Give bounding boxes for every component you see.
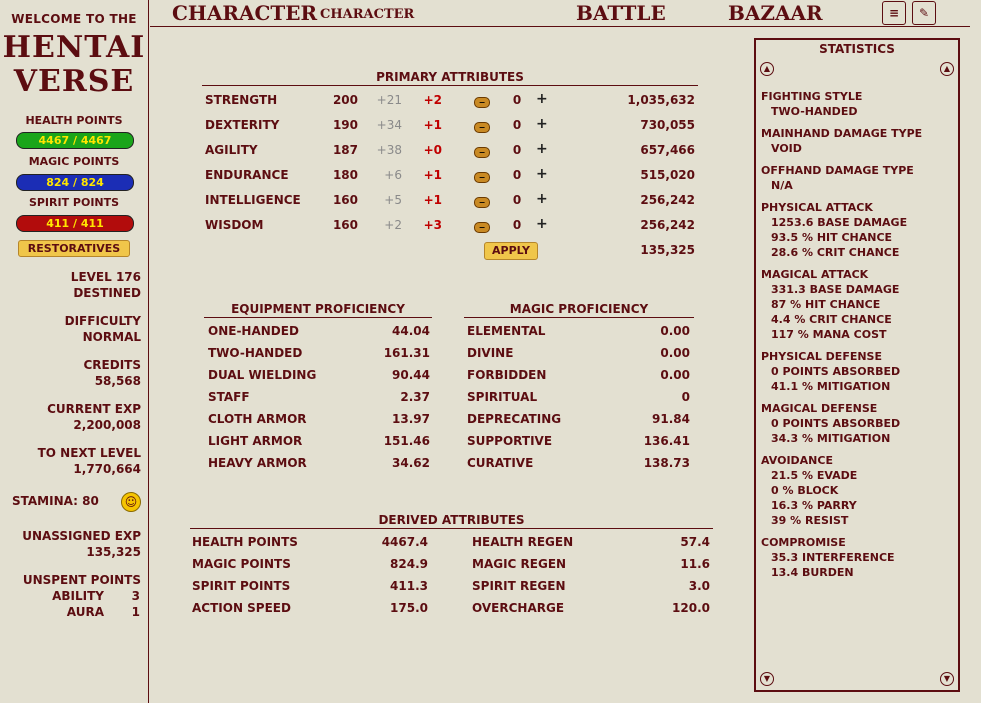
derived-attribute-value: 824.9 [390, 557, 428, 571]
statistics-value: 28.6 % CRIT CHANCE [771, 246, 900, 259]
attribute-name: WISDOM [205, 218, 264, 232]
statistics-value: 34.3 % MITIGATION [771, 432, 891, 445]
equipment-proficiency-name: TWO-HANDED [208, 346, 303, 360]
attribute-allocation: 0 [512, 143, 522, 157]
equipment-proficiency-value: 34.62 [392, 456, 430, 470]
statistics-value: 35.3 INTERFERENCE [771, 551, 895, 564]
minus-icon[interactable]: − [474, 222, 490, 233]
statistics-heading: OFFHAND DAMAGE TYPE [761, 164, 914, 177]
statistics-heading: FIGHTING STYLE [761, 90, 863, 103]
magic-proficiency-name: CURATIVE [467, 456, 534, 470]
statistics-value: 16.3 % PARRY [771, 499, 857, 512]
equipment-proficiency-value: 161.31 [383, 346, 430, 360]
equipment-proficiency-name: HEAVY ARMOR [208, 456, 307, 470]
attribute-bonus: +6 [384, 168, 402, 182]
scroll-down-icon[interactable]: ▼ [940, 672, 954, 686]
magic-proficiency-title: MAGIC PROFICIENCY [464, 302, 694, 318]
level-text: LEVEL 176 [70, 270, 141, 284]
equipment-proficiency-value: 151.46 [383, 434, 430, 448]
logo-hentai: HENTAI [2, 30, 146, 65]
attribute-base: 160 [332, 218, 358, 232]
equipment-proficiency-value: 90.44 [392, 368, 430, 382]
statistics-value: 117 % MANA COST [771, 328, 887, 341]
attribute-name: INTELLIGENCE [205, 193, 301, 207]
spirit-bar: 411 / 411 [16, 215, 134, 232]
statistics-value: N/A [771, 179, 793, 192]
magic-proficiency-name: DIVINE [467, 346, 514, 360]
attribute-allocation: 0 [512, 118, 522, 132]
equipment-proficiency-value: 44.04 [392, 324, 430, 338]
statistics-heading: AVOIDANCE [761, 454, 833, 467]
unspent-points-label: UNSPENT POINTS [22, 573, 141, 587]
derived-attribute-value: 175.0 [390, 601, 428, 615]
current-exp-value: 2,200,008 [73, 418, 141, 432]
attribute-name: ENDURANCE [205, 168, 289, 182]
magic-bar: 824 / 824 [16, 174, 134, 191]
minus-icon[interactable]: − [474, 147, 490, 158]
logo-verse: VERSE [13, 64, 135, 99]
derived-attribute-value: 3.0 [688, 579, 710, 593]
magic-proficiency-name: ELEMENTAL [467, 324, 546, 338]
minus-icon[interactable]: − [474, 197, 490, 208]
spirit-label: SPIRIT POINTS [28, 196, 120, 209]
attribute-base: 160 [332, 193, 358, 207]
nav-character[interactable]: CHARACTER [172, 1, 318, 25]
magic-proficiency-value: 0.00 [660, 324, 690, 338]
statistics-heading: COMPROMISE [761, 536, 846, 549]
welcome-text: WELCOME TO THE [11, 12, 137, 26]
attribute-name: AGILITY [205, 143, 258, 157]
equipment-proficiency-name: LIGHT ARMOR [208, 434, 303, 448]
equipment-proficiency-name: STAFF [208, 390, 250, 404]
statistics-value: 87 % HIT CHANCE [771, 298, 881, 311]
aura-value: 1 [131, 605, 140, 619]
attribute-allocation: 0 [512, 168, 522, 182]
derived-attribute-name: HEALTH REGEN [472, 535, 574, 549]
statistics-value: 1253.6 BASE DAMAGE [771, 216, 908, 229]
statistics-value: TWO-HANDED [771, 105, 858, 118]
statistics-value: 331.3 BASE DAMAGE [771, 283, 900, 296]
attribute-exp-cost: 256,242 [640, 218, 695, 232]
attribute-bonus: +2 [384, 218, 402, 232]
derived-attribute-value: 57.4 [680, 535, 710, 549]
derived-attribute-name: SPIRIT POINTS [192, 579, 291, 593]
statistics-value: 0 % BLOCK [771, 484, 839, 497]
equipment-proficiency-title: EQUIPMENT PROFICIENCY [204, 302, 432, 318]
plus-icon[interactable]: + [536, 116, 548, 132]
equipment-proficiency-name: ONE-HANDED [208, 324, 299, 338]
persona-text: DESTINED [73, 286, 141, 300]
attribute-bonus: +5 [384, 193, 402, 207]
magic-proficiency-name: DEPRECATING [467, 412, 562, 426]
minus-icon[interactable]: − [474, 97, 490, 108]
attribute-exp-cost: 515,020 [640, 168, 695, 182]
attribute-allocation: 0 [512, 218, 522, 232]
derived-attribute-name: MAGIC POINTS [192, 557, 291, 571]
attribute-exp-cost: 657,466 [640, 143, 695, 157]
statistics-value: 39 % RESIST [771, 514, 849, 527]
magic-proficiency-value: 136.41 [643, 434, 690, 448]
derived-attribute-value: 11.6 [680, 557, 710, 571]
attribute-name: STRENGTH [205, 93, 278, 107]
wrench-icon[interactable]: ✎ [912, 1, 936, 25]
statistics-heading: PHYSICAL DEFENSE [761, 350, 882, 363]
attribute-bonus: +38 [376, 143, 402, 157]
statistics-value: 93.5 % HIT CHANCE [771, 231, 893, 244]
health-label: HEALTH POINTS [25, 114, 123, 127]
attribute-base: 180 [332, 168, 358, 182]
plus-icon[interactable]: + [536, 166, 548, 182]
equipment-proficiency-name: DUAL WIELDING [208, 368, 317, 382]
scroll-down-icon[interactable]: ▼ [760, 672, 774, 686]
attribute-exp-cost: 730,055 [640, 118, 695, 132]
primary-attributes-title: PRIMARY ATTRIBUTES [202, 70, 698, 86]
next-level-label: TO NEXT LEVEL [37, 446, 141, 460]
derived-attribute-value: 4467.4 [381, 535, 428, 549]
attribute-base: 200 [332, 93, 358, 107]
minus-icon[interactable]: − [474, 122, 490, 133]
attribute-exp-cost: 1,035,632 [627, 93, 695, 107]
unassigned-exp-value: 135,325 [86, 545, 141, 559]
statistics-heading: MAGICAL DEFENSE [761, 402, 878, 415]
attribute-modifier: +1 [423, 168, 442, 182]
derived-attribute-value: 411.3 [390, 579, 428, 593]
apply-total: 135,325 [640, 243, 695, 257]
plus-icon[interactable]: + [536, 141, 548, 157]
plus-icon[interactable]: + [536, 216, 548, 232]
attribute-bonus: +34 [376, 118, 402, 132]
statistics-title: STATISTICS [819, 42, 895, 56]
equipment-proficiency-value: 2.37 [400, 390, 430, 404]
statistics-value: 0 POINTS ABSORBED [771, 365, 901, 378]
attribute-bonus: +21 [376, 93, 402, 107]
derived-attribute-name: ACTION SPEED [192, 601, 291, 615]
stamina-text: STAMINA: 80 [12, 494, 99, 508]
magic-proficiency-value: 0.00 [660, 368, 690, 382]
magic-proficiency-value: 0.00 [660, 346, 690, 360]
statistics-panel [754, 38, 960, 692]
restoratives-button[interactable]: RESTORATIVES [18, 240, 130, 257]
credits-value: 58,568 [94, 374, 141, 388]
smiley-icon: ☺ [121, 492, 141, 512]
derived-attribute-name: SPIRIT REGEN [472, 579, 566, 593]
aura-label: AURA [66, 605, 104, 619]
attribute-modifier: +1 [423, 118, 442, 132]
attribute-modifier: +1 [423, 193, 442, 207]
health-bar: 4467 / 4467 [16, 132, 134, 149]
scroll-up-icon[interactable]: ▲ [940, 62, 954, 76]
statistics-heading: MAINHAND DAMAGE TYPE [761, 127, 923, 140]
nav-bazaar[interactable]: BAZAAR [728, 1, 823, 25]
nav-battle[interactable]: BATTLE [576, 1, 666, 25]
plus-icon[interactable]: + [536, 91, 548, 107]
attribute-allocation: 0 [512, 193, 522, 207]
derived-attribute-name: HEALTH POINTS [192, 535, 298, 549]
statistics-heading: MAGICAL ATTACK [761, 268, 869, 281]
derived-attribute-name: MAGIC REGEN [472, 557, 567, 571]
unassigned-exp-label: UNASSIGNED EXP [22, 529, 141, 543]
nav-character-sub[interactable]: CHARACTER [320, 7, 415, 22]
attribute-allocation: 0 [512, 93, 522, 107]
plus-icon[interactable]: + [536, 191, 548, 207]
attribute-modifier: +2 [423, 93, 442, 107]
left-sidebar [0, 0, 149, 703]
difficulty-value: NORMAL [82, 330, 141, 344]
equipment-proficiency-value: 13.97 [392, 412, 430, 426]
minus-icon[interactable]: − [474, 172, 490, 183]
magic-proficiency-value: 138.73 [643, 456, 690, 470]
attribute-name: DEXTERITY [205, 118, 280, 132]
next-level-value: 1,770,664 [73, 462, 141, 476]
attribute-base: 190 [332, 118, 358, 132]
attribute-exp-cost: 256,242 [640, 193, 695, 207]
statistics-value: 13.4 BURDEN [771, 566, 854, 579]
derived-attributes-title: DERIVED ATTRIBUTES [190, 513, 713, 529]
ability-value: 3 [131, 589, 140, 603]
apply-button[interactable]: APPLY [484, 242, 538, 260]
scroll-up-icon[interactable]: ▲ [760, 62, 774, 76]
magic-proficiency-value: 91.84 [652, 412, 690, 426]
ability-label: ABILITY [52, 589, 104, 603]
menu-icon[interactable]: ≡ [882, 1, 906, 25]
top-nav [150, 0, 970, 27]
statistics-value: VOID [771, 142, 802, 155]
statistics-value: 41.1 % MITIGATION [771, 380, 891, 393]
statistics-value: 21.5 % EVADE [771, 469, 858, 482]
magic-label: MAGIC POINTS [28, 155, 120, 168]
attribute-modifier: +3 [423, 218, 442, 232]
statistics-value: 0 POINTS ABSORBED [771, 417, 901, 430]
magic-proficiency-name: FORBIDDEN [467, 368, 547, 382]
credits-label: CREDITS [83, 358, 141, 372]
statistics-heading: PHYSICAL ATTACK [761, 201, 873, 214]
attribute-modifier: +0 [423, 143, 442, 157]
derived-attribute-value: 120.0 [672, 601, 710, 615]
magic-proficiency-value: 0 [681, 390, 690, 404]
derived-attribute-name: OVERCHARGE [472, 601, 565, 615]
statistics-value: 4.4 % CRIT CHANCE [771, 313, 892, 326]
magic-proficiency-name: SPIRITUAL [467, 390, 538, 404]
current-exp-label: CURRENT EXP [47, 402, 141, 416]
equipment-proficiency-name: CLOTH ARMOR [208, 412, 307, 426]
difficulty-label: DIFFICULTY [64, 314, 141, 328]
attribute-base: 187 [332, 143, 358, 157]
magic-proficiency-name: SUPPORTIVE [467, 434, 553, 448]
